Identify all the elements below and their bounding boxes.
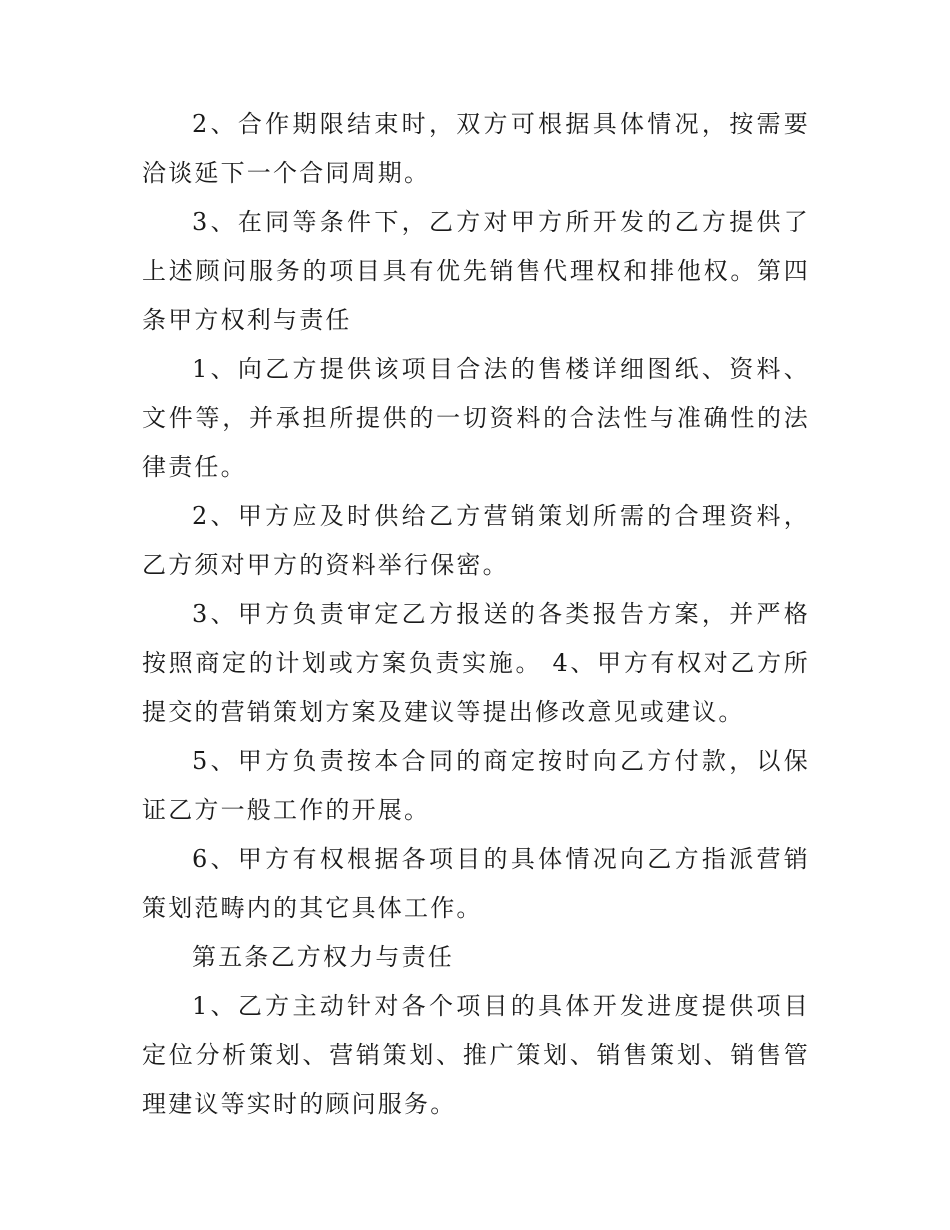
section-heading-article-5: 第五条乙方权力与责任 — [192, 943, 454, 971]
paragraph-party-b-services: 1、乙方主动针对各个项目的具体开发进度提供项目定位分析策划、营销策划、推广策划、销售策划、销售管理建议等实时的顾问服务。 — [142, 992, 810, 1118]
paragraph-party-a-supply: 2、甲方应及时供给乙方营销策划所需的合理资料，乙方须对甲方的资料举行保密。 — [142, 502, 810, 579]
document-body — [142, 100, 810, 1129]
paragraph-party-a-materials: 1、向乙方提供该项目合法的售楼详细图纸、资料、文件等，并承担所提供的一切资料的合法性与准确性的法律责任。 — [142, 355, 810, 481]
paragraph-exclusive-agency: 3、在同等条件下，乙方对甲方所开发的乙方提供了上述顾问服务的项目具有优先销售代理权和排他权。第四条甲方权利与责任 — [142, 208, 810, 334]
paragraph-party-a-payment: 5、甲方负责按本合同的商定按时向乙方付款，以保证乙方一般工作的开展。 — [142, 747, 810, 824]
paragraph-party-a-review: 3、甲方负责审定乙方报送的各类报告方案，并严格按照商定的计划或方案负责实施。 4、甲方有权对乙方所提交的营销策划方案及建议等提出修改意见或建议。 — [142, 600, 810, 726]
paragraph-party-a-assign: 6、甲方有权根据各项目的具体情况向乙方指派营销策划范畴内的其它具体工作。 — [142, 845, 810, 922]
paragraph-renewal: 2、合作期限结束时，双方可根据具体情况，按需要洽谈延下一个合同周期。 — [142, 110, 810, 187]
